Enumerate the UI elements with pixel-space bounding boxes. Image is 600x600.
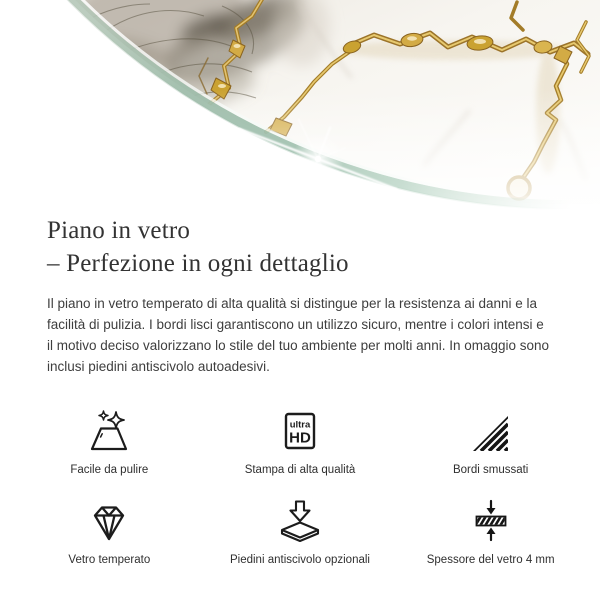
glass-thickness-arrows-icon	[467, 497, 515, 543]
title-line-2: – Perfezione in ogni dettaglio	[47, 250, 349, 277]
feature-glass-thickness	[395, 497, 586, 567]
feature-label: Bordi smussati	[452, 464, 529, 476]
feature-print-quality	[205, 407, 396, 477]
beveled-edge-hatch-icon	[467, 407, 515, 453]
feature-beveled-edges	[395, 407, 586, 477]
glass-tabletop-photo	[0, 0, 600, 212]
text-section	[0, 214, 600, 377]
feature-anti-slip-pads	[205, 497, 396, 567]
page-title	[47, 214, 553, 280]
feature-label: Vetro temperato	[68, 554, 151, 566]
feature-label: Stampa di alta qualità	[244, 464, 356, 476]
feature-label: Facile da pulire	[70, 464, 149, 476]
feature-tempered-glass	[14, 497, 205, 567]
title-line-1: Piano in vetro	[47, 217, 191, 244]
easy-clean-sparkle-surface-icon	[85, 407, 133, 453]
diamond-gem-icon	[85, 497, 133, 543]
feature-label: Spessore del vetro 4 mm	[426, 554, 555, 566]
hd-text: HD	[289, 429, 311, 447]
hero-image	[0, 0, 600, 212]
feature-easy-to-clean	[14, 407, 205, 477]
anti-slip-pad-arrow-icon	[276, 497, 324, 543]
product-description: Il piano in vetro temperato di alta qualità si distingue per la resistenza ai danni e la facilità di pulizia. I bordi lisci garantiscono un utilizzo sicuro, mentre i colori intensi e il motivo deciso valorizzano lo stile del tuo ambiente per molti anni. In omaggio sono inclusi piedini antiscivolo autoadesivi.	[47, 296, 550, 374]
feature-label: Piedini antiscivolo opzionali	[229, 554, 370, 566]
ultra-text: ultra	[289, 419, 311, 431]
features-grid	[0, 407, 600, 567]
ultra-hd-badge-icon	[276, 407, 324, 453]
